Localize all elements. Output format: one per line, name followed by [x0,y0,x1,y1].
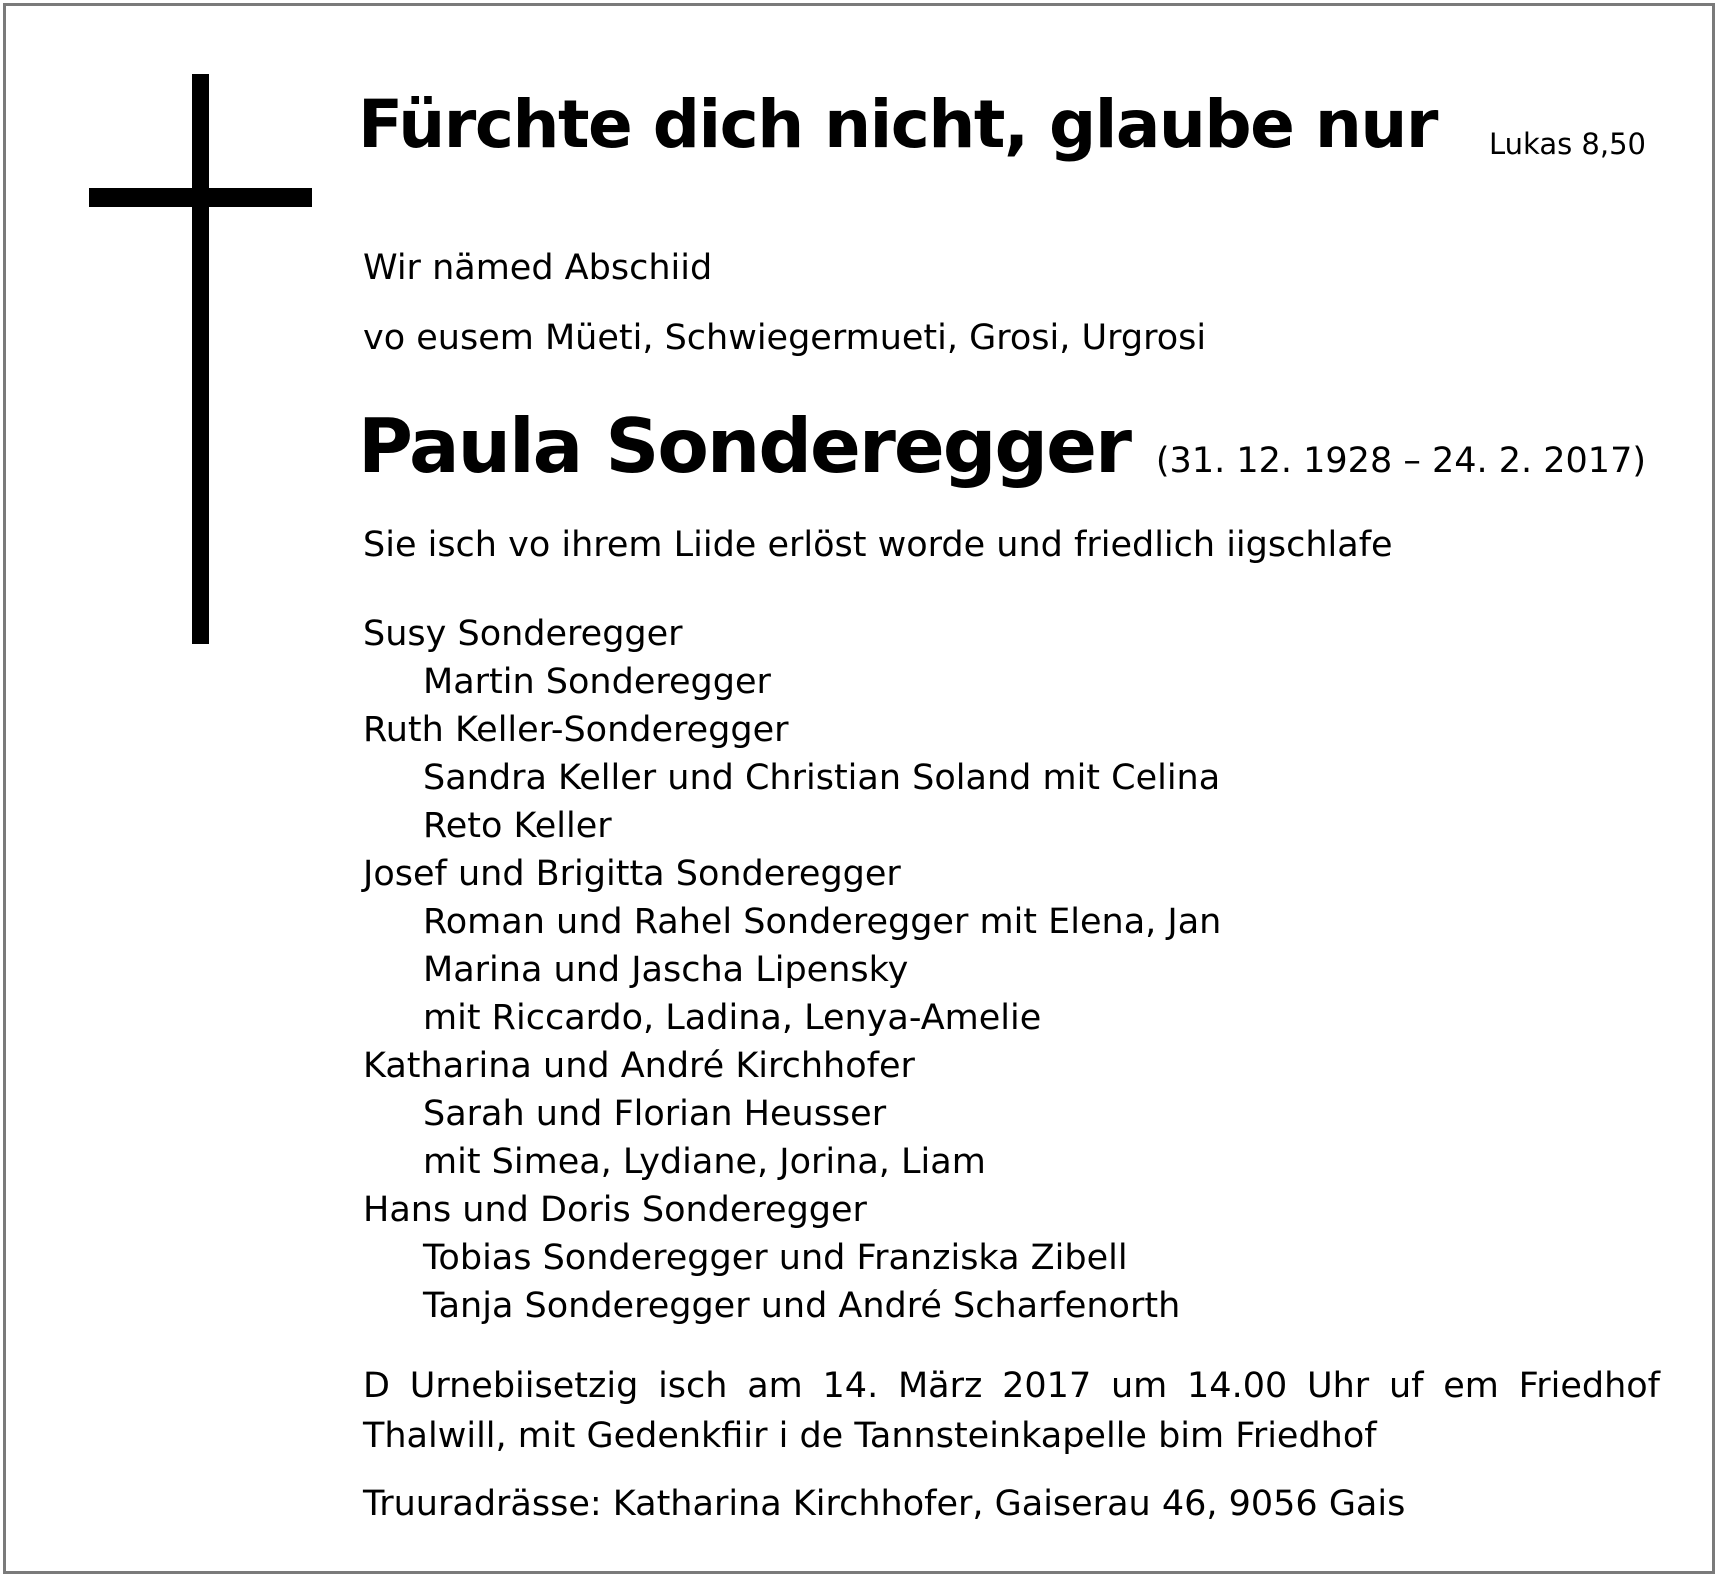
mourning-address: Truuradrässe: Katharina Kirchhofer, Gaiserau 46, 9056 Gais [363,1484,1406,1524]
intro-line-2: vo eusem Müeti, Schwiegermueti, Grosi, Urgrosi [363,318,1207,358]
life-dates: (31. 12. 1928 – 24. 2. 2017) [1155,441,1646,481]
mourner-entry: Marina und Jascha Lipensky [423,950,909,990]
cross-icon [192,74,209,644]
mourner-entry: mit Riccardo, Ladina, Lenya-Amelie [423,998,1042,1038]
mourner-entry: Susy Sonderegger [363,614,683,654]
ceremony-line-1: D Urnebiisetzig isch am 14. März 2017 um 14.00 Uhr uf em Friedhof [363,1366,1660,1406]
mourner-entry: Roman und Rahel Sonderegger mit Elena, Jan [423,902,1222,942]
tagline: Sie isch vo ihrem Liide erlöst worde und friedlich iigschlafe [363,525,1393,565]
mourner-entry: Katharina und André Kirchhofer [363,1046,915,1086]
obituary-page [3,3,1715,1574]
mourner-entry: Josef und Brigitta Sonderegger [363,854,901,894]
mourner-entry: Sandra Keller und Christian Soland mit Celina [423,758,1221,798]
mourner-entry: Tobias Sonderegger und Franziska Zibell [423,1238,1128,1278]
mourner-entry: Reto Keller [423,806,612,846]
ceremony-info [363,1361,1660,1461]
motto-heading: Fürchte dich nicht, glaube nur [358,86,1437,163]
verse-reference: Lukas 8,50 [1489,127,1646,161]
mourner-entry: Ruth Keller-Sonderegger [363,710,789,750]
intro-line-1: Wir nämed Abschiid [363,248,713,288]
mourner-entry: Sarah und Florian Heusser [423,1094,887,1134]
mourners-list [363,610,1221,1330]
mourner-entry: Martin Sonderegger [423,662,771,702]
mourner-entry: Hans und Doris Sonderegger [363,1190,867,1230]
cross-icon-bar [89,188,312,207]
mourner-entry: mit Simea, Lydiane, Jorina, Liam [423,1142,986,1182]
ceremony-line-2: Thalwill, mit Gedenkfiir i de Tannsteinkapelle bim Friedhof [363,1416,1377,1456]
deceased-name: Paula Sonderegger [358,402,1130,490]
mourner-entry: Tanja Sonderegger und André Scharfenorth [423,1286,1181,1326]
